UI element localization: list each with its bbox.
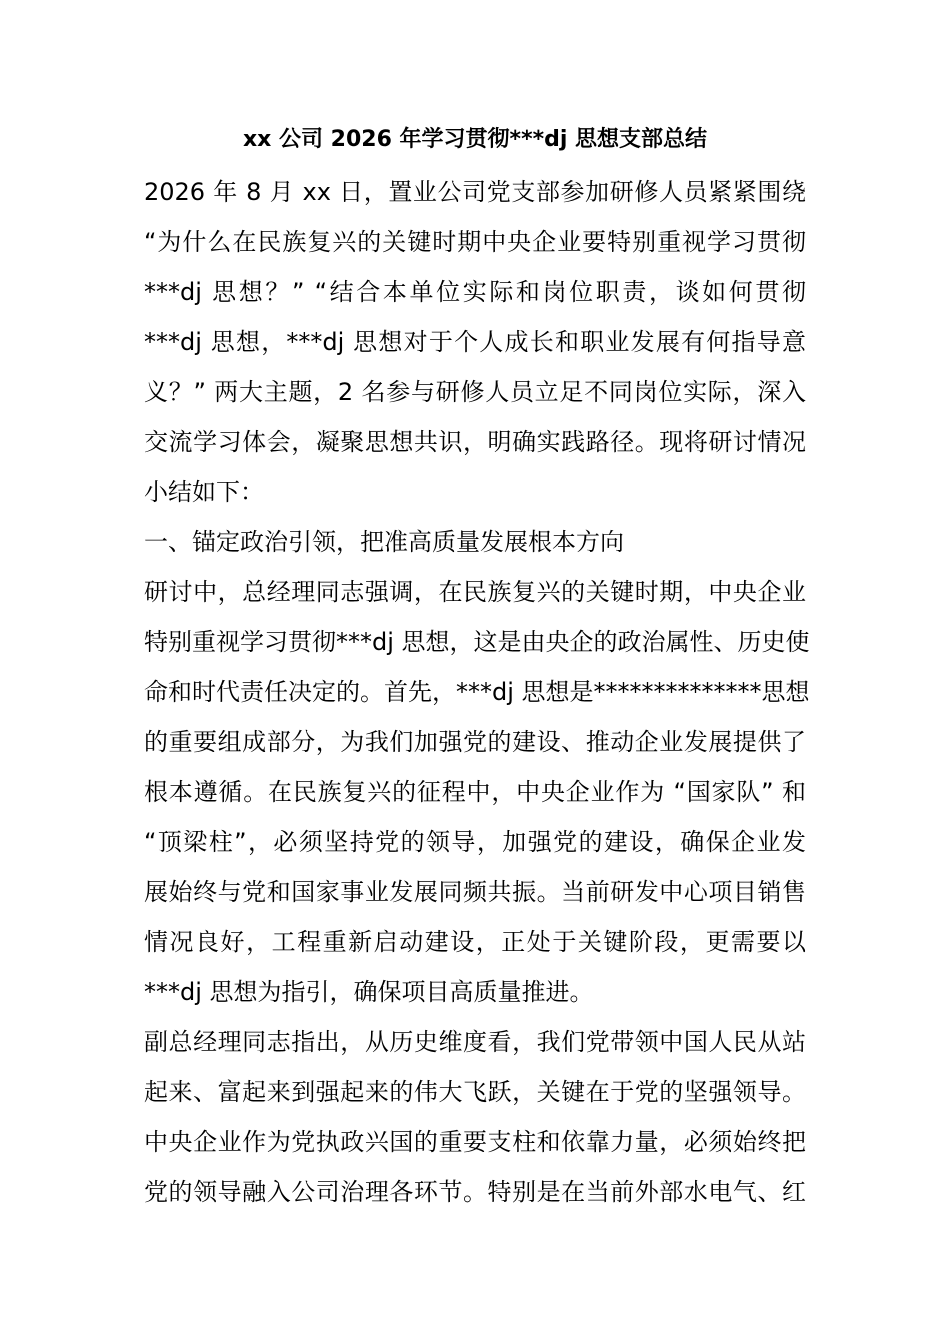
body-line: 中央企业作为党执政兴国的重要支柱和依靠力量，必须始终把 — [144, 1128, 806, 1156]
body-line: 副总经理同志指出，从历史维度看，我们党带领中国人民从站 — [144, 1028, 806, 1056]
body-line: 根本遵循。在民族复兴的征程中，中央企业作为 “国家队” 和 — [144, 778, 806, 806]
body-line: ***dj 思想？” “结合本单位实际和岗位职责，谈如何贯彻 — [144, 278, 806, 306]
body-line: 情况良好，工程重新启动建设，正处于关键阶段，更需要以 — [144, 928, 806, 956]
body-line: 展始终与党和国家事业发展同频共振。当前研发中心项目销售 — [144, 878, 806, 906]
body-line: 义？” 两大主题，2 名参与研修人员立足不同岗位实际，深入 — [144, 378, 806, 406]
body-line: “为什么在民族复兴的关键时期中央企业要特别重视学习贯彻 — [144, 228, 806, 256]
body-line: 研讨中，总经理同志强调，在民族复兴的关键时期，中央企业 — [144, 578, 806, 606]
body-line: 特别重视学习贯彻***dj 思想，这是由央企的政治属性、历史使 — [144, 628, 810, 656]
body-line: 命和时代责任决定的。首先，***dj 思想是**************思想 — [144, 678, 810, 706]
body-line: 小结如下： — [144, 478, 264, 506]
body-line: ***dj 思想为指引，确保项目高质量推进。 — [144, 978, 594, 1006]
body-line: “顶梁柱”，必须坚持党的领导，加强党的建设，确保企业发 — [144, 828, 806, 856]
body-line: 党的领导融入公司治理各环节。特别是在当前外部水电气、红 — [144, 1178, 806, 1206]
body-line: ***dj 思想，***dj 思想对于个人成长和职业发展有何指导意 — [144, 328, 806, 356]
body-line: 的重要组成部分，为我们加强党的建设、推动企业发展提供了 — [144, 728, 806, 756]
body-line: 起来、富起来到强起来的伟大飞跃，关键在于党的坚强领导。 — [144, 1078, 806, 1106]
body-line: 2026 年 8 月 xx 日，置业公司党支部参加研修人员紧紧围绕 — [144, 178, 806, 206]
section-heading: 一、锚定政治引领，把准高质量发展根本方向 — [144, 528, 624, 556]
document-title: xx 公司 2026 年学习贯彻***dj 思想支部总结 — [242, 127, 708, 152]
body-line: 交流学习体会，凝聚思想共识，明确实践路径。现将研讨情况 — [144, 428, 806, 456]
